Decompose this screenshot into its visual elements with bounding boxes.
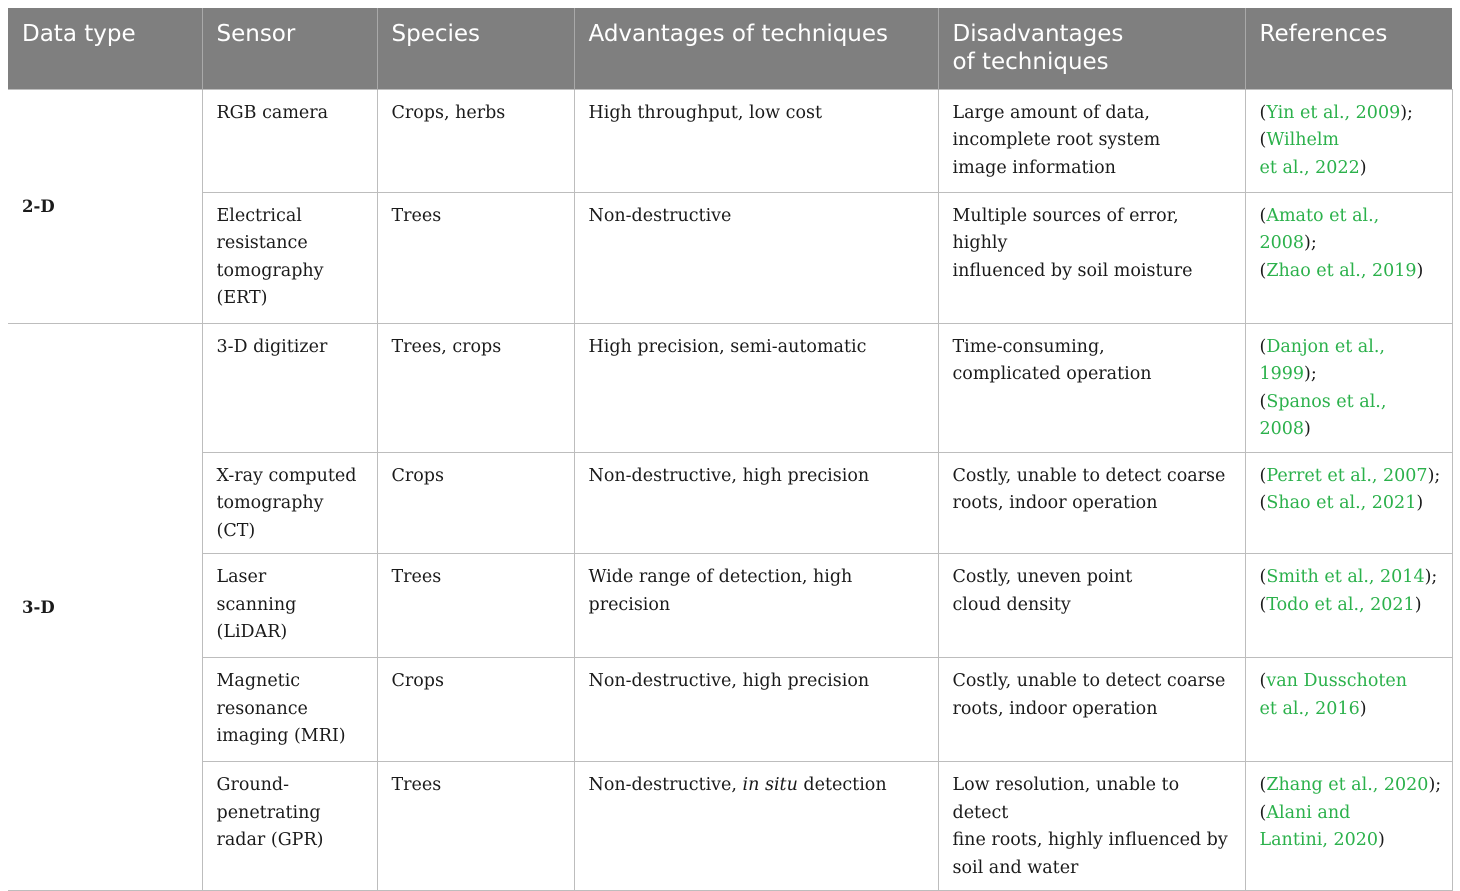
table-row	[8, 323, 1452, 452]
references-cell	[1245, 554, 1452, 658]
reference-link[interactable]: Alani and	[1266, 802, 1351, 823]
sensor-cell	[202, 658, 377, 762]
sensor-line: tomography	[216, 260, 324, 281]
ref-paren: (	[1259, 594, 1267, 615]
ref-paren: (	[1259, 130, 1267, 150]
ref-paren: )	[1359, 157, 1367, 178]
sensor-line: resistance	[216, 233, 308, 253]
advantages-cell	[574, 762, 938, 891]
table-row	[8, 192, 1452, 323]
species-cell: Crops	[377, 452, 574, 554]
ref-paren: );	[1428, 775, 1442, 795]
header-row	[8, 8, 1452, 89]
ref-paren: );	[1427, 465, 1441, 486]
sensor-line: Ground-	[216, 775, 290, 795]
reference-entry	[1260, 389, 1442, 444]
reference-entry	[1260, 258, 1442, 286]
sensor-cell	[202, 323, 377, 452]
sensor-line: penetrating	[216, 802, 321, 823]
ref-paren: (	[1259, 567, 1267, 587]
header-species: Species	[377, 8, 574, 89]
sensor-line: X-ray computed	[216, 465, 357, 486]
references-cell	[1245, 658, 1452, 762]
sensor-cell	[202, 762, 377, 891]
disadvantages-line: Costly, unable to detect coarse	[952, 465, 1226, 486]
species-cell: Trees	[377, 554, 574, 658]
disadvantages-line: Costly, unable to detect coarse	[952, 671, 1226, 691]
reference-link[interactable]: Perret et al., 2007	[1266, 465, 1428, 486]
advantages-cell: Non-destructive, high precision	[574, 658, 938, 762]
ref-paren: );	[1304, 364, 1317, 384]
advantages-text: Non-destructive,	[588, 775, 743, 795]
disadvantages-line: cloud density	[952, 594, 1071, 615]
sensor-cell	[202, 452, 377, 554]
disadvantages-cell	[938, 452, 1245, 554]
header-references: References	[1245, 8, 1452, 89]
sensor-line: (LiDAR)	[216, 622, 288, 642]
reference-entry	[1260, 564, 1442, 592]
sensor-line: 3-D digitizer	[216, 336, 328, 357]
disadvantages-line: incomplete root system	[952, 130, 1161, 150]
disadvantages-line: image information	[952, 157, 1116, 178]
disadvantages-cell	[938, 762, 1245, 891]
header-disadvantages-line2: of techniques	[952, 49, 1109, 75]
table-row	[8, 452, 1452, 554]
advantages-cell: Non-destructive, high precision	[574, 452, 938, 554]
reference-entry	[1260, 772, 1442, 800]
ref-paren: )	[1377, 830, 1385, 850]
table-row	[8, 89, 1452, 192]
disadvantages-cell	[938, 554, 1245, 658]
header-sensor: Sensor	[202, 8, 377, 89]
disadvantages-line: Multiple sources of error, highly	[952, 205, 1179, 253]
header-data-type: Data type	[8, 8, 202, 89]
advantages-cell: Wide range of detection, high precision	[574, 554, 938, 658]
header-disadvantages-line1: Disadvantages	[952, 21, 1124, 47]
ref-paren: (	[1259, 775, 1267, 795]
disadvantages-line: Large amount of data,	[952, 102, 1150, 123]
advantages-cell: Non-destructive	[574, 192, 938, 323]
advantages-text: detection	[797, 775, 887, 795]
sensor-line: Electrical	[216, 205, 302, 226]
table-row	[8, 554, 1452, 658]
ref-paren: );	[1424, 567, 1438, 587]
disadvantages-line: Low resolution, unable to detect	[952, 775, 1180, 823]
ref-paren: )	[1304, 419, 1311, 439]
sensor-line: resonance	[216, 698, 308, 719]
ref-paren: (	[1259, 391, 1267, 412]
disadvantages-line: roots, indoor operation	[952, 493, 1158, 513]
disadvantages-line: roots, indoor operation	[952, 698, 1158, 719]
ref-paren: (	[1259, 802, 1267, 823]
sensor-line: RGB camera	[216, 102, 329, 123]
reference-entry	[1260, 203, 1442, 258]
comparison-table	[8, 8, 1453, 891]
header-advantages: Advantages of techniques	[574, 8, 938, 89]
advantages-cell: High throughput, low cost	[574, 89, 938, 192]
ref-paren: )	[1414, 594, 1422, 615]
disadvantages-line: Costly, uneven point	[952, 567, 1133, 587]
reference-entry	[1260, 463, 1442, 491]
reference-link[interactable]: Amato et al., 2008	[1259, 205, 1380, 253]
ref-paren: )	[1416, 260, 1424, 281]
sensor-line: (ERT)	[216, 288, 268, 308]
reference-link[interactable]: Smith et al., 2014	[1266, 567, 1425, 587]
disadvantages-line: soil and water	[952, 857, 1079, 878]
sensor-line: Laser	[216, 567, 267, 587]
ref-paren: );	[1304, 233, 1317, 253]
table-row	[8, 658, 1452, 762]
references-cell	[1245, 762, 1452, 891]
ref-paren: (	[1259, 493, 1267, 513]
reference-entry-cont	[1260, 696, 1442, 724]
sensor-line: tomography (CT)	[216, 493, 324, 541]
sensor-line: imaging (MRI)	[216, 726, 346, 746]
reference-entry	[1260, 127, 1442, 155]
ref-paren: (	[1259, 671, 1267, 691]
sensor-line: Magnetic	[216, 671, 301, 691]
ref-paren: )	[1416, 493, 1424, 513]
disadvantages-line: fine roots, highly influenced by	[952, 830, 1228, 850]
disadvantages-line: influenced by soil moisture	[952, 260, 1193, 281]
species-cell: Crops, herbs	[377, 89, 574, 192]
group-3d-label: 3-D	[8, 323, 202, 891]
sensor-cell	[202, 554, 377, 658]
reference-entry	[1260, 800, 1442, 828]
reference-link[interactable]: Wilhelm	[1266, 130, 1340, 150]
disadvantages-line: complicated operation	[952, 364, 1152, 384]
reference-link[interactable]: Lantini, 2020	[1259, 830, 1378, 850]
reference-link[interactable]: et al., 2016	[1259, 698, 1360, 719]
reference-entry-cont	[1260, 827, 1442, 855]
reference-entry	[1260, 668, 1442, 696]
references-cell	[1245, 323, 1452, 452]
reference-entry	[1260, 592, 1442, 620]
advantages-italic-text: in situ	[742, 775, 798, 795]
table-row	[8, 762, 1452, 891]
species-cell: Trees, crops	[377, 323, 574, 452]
reference-entry	[1260, 334, 1442, 389]
sensor-cell	[202, 89, 377, 192]
reference-link[interactable]: Zhao et al., 2019	[1266, 260, 1417, 281]
header-disadvantages	[938, 8, 1245, 89]
disadvantages-cell	[938, 192, 1245, 323]
ref-paren: (	[1259, 260, 1267, 281]
ref-paren: )	[1359, 698, 1367, 719]
ref-paren: );	[1400, 102, 1413, 123]
ref-paren: (	[1259, 102, 1267, 123]
reference-link[interactable]: Yin et al., 2009	[1266, 102, 1401, 123]
species-cell: Trees	[377, 762, 574, 891]
ref-paren: (	[1259, 336, 1267, 357]
reference-link[interactable]: Zhang et al., 2020	[1266, 775, 1429, 795]
references-cell	[1245, 452, 1452, 554]
disadvantages-cell	[938, 89, 1245, 192]
references-cell	[1245, 89, 1452, 192]
sensor-cell	[202, 192, 377, 323]
references-cell	[1245, 192, 1452, 323]
sensor-line: radar (GPR)	[216, 830, 324, 850]
reference-link[interactable]: Danjon et al., 1999	[1259, 336, 1385, 384]
reference-link[interactable]: Todo et al., 2021	[1266, 594, 1415, 615]
reference-link[interactable]: Spanos et al., 2008	[1259, 391, 1387, 439]
disadvantages-cell	[938, 323, 1245, 452]
advantages-cell: High precision, semi-automatic	[574, 323, 938, 452]
reference-link[interactable]: Shao et al., 2021	[1266, 493, 1417, 513]
group-2d-label: 2-D	[8, 89, 202, 323]
reference-entry	[1260, 100, 1442, 128]
reference-entry-cont	[1260, 155, 1442, 183]
sensor-line: scanning	[216, 594, 297, 615]
reference-link[interactable]: et al., 2022	[1259, 157, 1360, 178]
ref-paren: (	[1259, 465, 1267, 486]
species-cell: Trees	[377, 192, 574, 323]
reference-entry	[1260, 490, 1442, 518]
species-cell: Crops	[377, 658, 574, 762]
reference-link[interactable]: van Dusschoten	[1266, 671, 1408, 691]
disadvantages-cell	[938, 658, 1245, 762]
disadvantages-line: Time-consuming,	[952, 336, 1105, 357]
ref-paren: (	[1259, 205, 1267, 226]
